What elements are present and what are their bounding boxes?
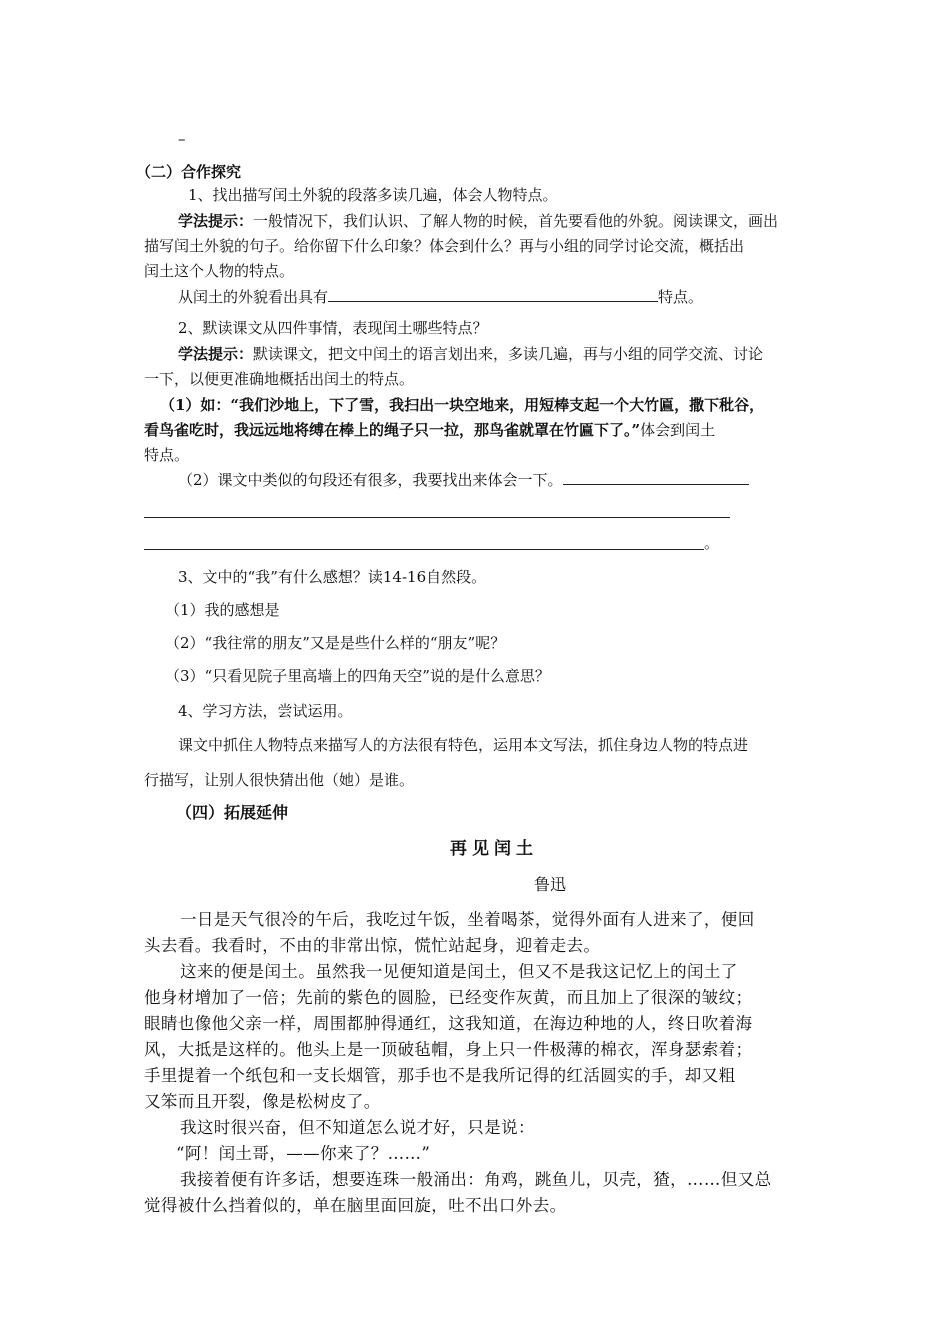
question-3-sub-3: （3）“只看见院子里高墙上的四角天空”说的是什么意思？	[165, 667, 550, 685]
story-line-5: 眼睛也像他父亲一样，周围都肿得通红，这我知道，在海边种地的人，终日吹着海	[144, 1014, 753, 1033]
story-line-4: 他身材增加了一倍；先前的紫色的圆脸，已经变作灰黄，而且加上了很深的皱纹；	[144, 988, 753, 1007]
question-1: 1、找出描写闰土外貌的段落多读几遍，体会人物特点。	[188, 186, 558, 204]
question-4-line-2: 行描写，让别人很快猜出他（她）是谁。	[144, 771, 415, 789]
answer-line-end-mark: 。	[704, 534, 720, 552]
story-line-1: 一日是天气很冷的午后，我吃过午饭，坐着喝茶，觉得外面有人进来了，便回	[180, 910, 755, 929]
story-line-2: 头去看。我看时，不由的非常出惊，慌忙站起身，迎着走去。	[144, 936, 601, 955]
example-line-1: （1）如：“我们沙地上，下了雪，我扫出一块空地来，用短棒支起一个大竹匾，撒下秕谷，	[160, 396, 765, 414]
appearance-fill-sentence	[178, 286, 703, 308]
hint-1-line-3: 闰土这个人物的特点。	[144, 262, 295, 280]
hint-2-line-1	[178, 343, 763, 365]
question-4: 4、学习方法，尝试运用。	[178, 702, 353, 720]
example-quote-end: 看鸟雀吃时，我远远地将缚在棒上的绳子只一拉，那鸟雀就罩在竹匾下了。”	[144, 421, 641, 439]
story-line-7: 手里提着一个纸包和一支长烟管，那手也不是我所记得的红活圆实的手，却又粗	[144, 1066, 736, 1085]
story-author: 鲁迅	[534, 875, 567, 894]
answer-line-2[interactable]	[144, 549, 704, 550]
example-tail: 体会到闰土	[640, 421, 716, 439]
question-2: 2、默读课文从四件事情，表现闰土哪些特点？	[178, 319, 488, 337]
hint-1-text: 一般情况下，我们认识、了解人物的时候，首先要看他的外貌。阅读课文，画出	[253, 212, 779, 230]
story-line-12: 觉得被什么挡着似的，单在脑里面回旋，吐不出口外去。	[144, 1196, 567, 1215]
answer-line-1[interactable]	[144, 517, 730, 518]
question-3-sub-2: （2）“我往常的朋友”又是是些什么样的“朋友”呢？	[165, 634, 506, 652]
story-line-6: 风，大抵是这样的。他头上是一顶破毡帽，身上只一件极薄的棉衣，浑身瑟索着；	[144, 1040, 753, 1059]
fill-suffix: 特点。	[658, 288, 704, 306]
story-line-8: 又笨而且开裂，像是松树皮了。	[144, 1092, 381, 1111]
hint-2-text: 默读课文，把文中闰土的语言划出来，多读几遍，再与小组的同学交流、讨论	[253, 345, 764, 363]
story-line-10: “阿！闰土哥，——你来了？……”	[176, 1144, 431, 1163]
item-2-similar-passages	[178, 469, 749, 491]
story-line-11: 我接着便有许多话，想要连珠一般涌出：角鸡，跳鱼儿，贝壳，猹，……但又总	[180, 1170, 772, 1189]
hint-1-line-1	[178, 210, 778, 232]
fill-prefix: 从闰土的外貌看出具有	[178, 288, 329, 306]
example-line-3: 特点。	[144, 446, 190, 464]
example-line-2	[144, 419, 715, 441]
item-2-text: （2）课文中类似的句段还有很多，我要找出来体会一下。	[178, 471, 563, 489]
story-line-3: 这来的便是闰土。虽然我一见便知道是闰土，但又不是我这记忆上的闰土了	[180, 962, 738, 981]
hint-1-line-2: 描写闰土外貌的句子。给你留下什么印象？体会到什么？再与小组的同学讨论交流，概括出	[144, 237, 745, 255]
hint-1-label: 学法提示：	[178, 212, 254, 230]
dash-mark: –	[178, 130, 186, 148]
hint-2-line-2: 一下，以便更准确地概括出闰土的特点。	[144, 370, 415, 388]
story-title: 再见闰土	[450, 839, 538, 859]
item-2-answer-blank[interactable]	[563, 470, 749, 485]
section-heading-extension: （四）拓展延伸	[176, 803, 289, 822]
question-3: 3、文中的“我”有什么感想？读14-16自然段。	[178, 568, 487, 586]
question-3-sub-1: （1）我的感想是	[165, 601, 280, 619]
section-heading-cooperative-inquiry: （二）合作探究	[136, 163, 242, 181]
story-line-9: 我这时很兴奋，但不知道怎么说才好，只是说：	[180, 1118, 535, 1137]
appearance-answer-blank[interactable]	[328, 287, 658, 302]
hint-2-label: 学法提示：	[178, 345, 254, 363]
question-4-line-1: 课文中抓住人物特点来描写人的方法很有特色，运用本文写法，抓住身边人物的特点进	[178, 736, 749, 754]
